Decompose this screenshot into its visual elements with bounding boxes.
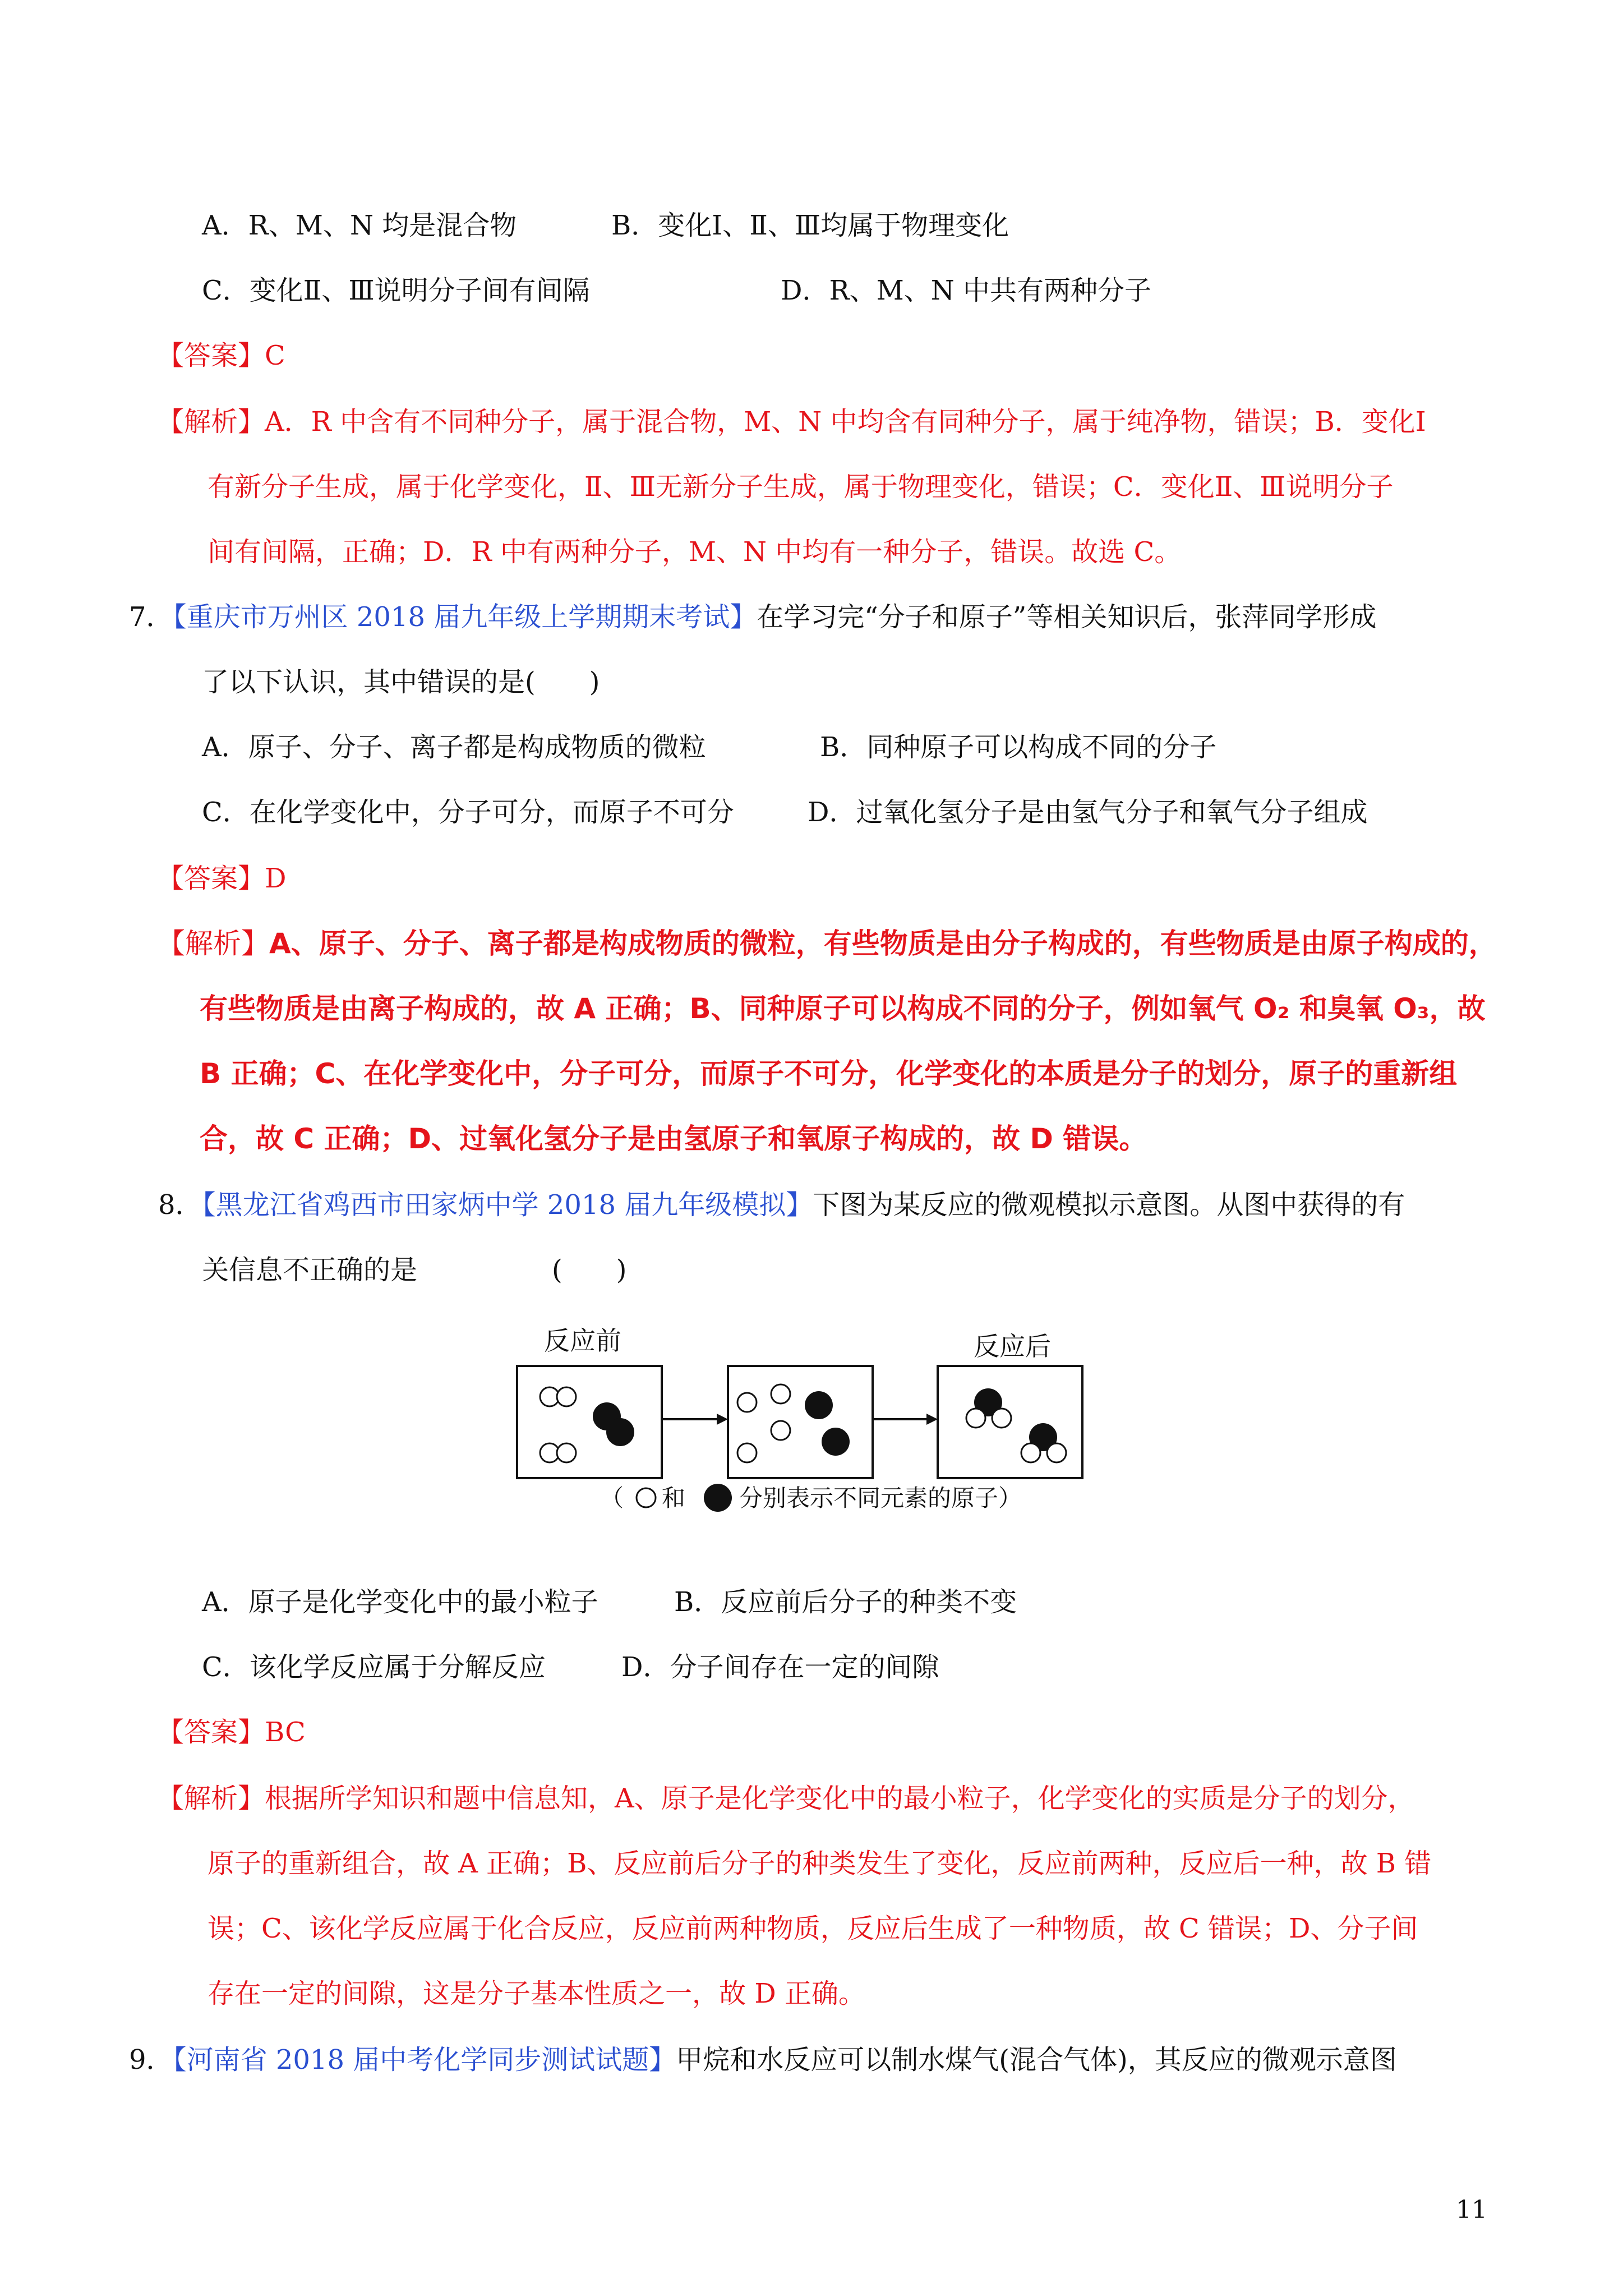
q7-analysis-line-2: 有些物质是由离子构成的，故 A 正确；B、同种原子可以构成不同的分子，例如氧气 O₂ 和臭氧 O₃，故: [200, 992, 1486, 1025]
q7-option-a: A．原子、分子、离子都是构成物质的微粒: [202, 731, 706, 763]
q6-option-b: B．变化Ⅰ、Ⅱ、Ⅲ均属于物理变化: [611, 210, 1009, 241]
q6-analysis-line-1: 【解析】A．R 中含有不同种分子，属于混合物，M、N 中均含有同种分子，属于纯净物，错误；B．变化Ⅰ: [157, 406, 1426, 438]
q6-option-d: D．R、M、N 中共有两种分子: [781, 275, 1152, 306]
q8-analysis-line-1: 【解析】根据所学知识和题中信息知，A、原子是化学变化中的最小粒子，化学变化的实质是分子的划分，: [157, 1783, 1415, 1814]
q8-stem-line-2: 关信息不正确的是 ( ): [202, 1254, 627, 1286]
page-number: 11: [1456, 2196, 1487, 2224]
q6-analysis-line-2: 有新分子生成，属于化学变化，Ⅱ、Ⅲ无新分子生成，属于物理变化，错误；C．变化Ⅱ、Ⅲ说明分子: [208, 471, 1394, 503]
q7-option-d: D．过氧化氢分子是由氢气分子和氧气分子组成: [808, 797, 1368, 828]
q7-answer: [157, 862, 287, 895]
caption-rest: 分别表示不同元素的原子）: [739, 1484, 1022, 1512]
q6-option-c: C．变化Ⅱ、Ⅲ说明分子间有间隔: [202, 275, 590, 306]
q8-analysis-line-3: 误；C、该化学反应属于化合反应，反应前两种物质，反应后生成了一种物质，故 C 错误；D、分子间: [208, 1913, 1418, 1944]
reaction-diagram: [505, 1313, 1116, 1537]
q7-option-c: C．在化学变化中，分子可分，而原子不可分: [202, 797, 734, 828]
answer-value: BC: [265, 1717, 306, 1748]
question-number: 9．: [129, 2044, 173, 2076]
question-source: 黑龙江省鸡西市田家炳中学 2018 届九年级模拟: [215, 1189, 786, 1221]
q7-option-b: B．同种原子可以构成不同的分子: [820, 731, 1217, 763]
q8-option-b: B．反应前后分子的种类不变: [674, 1586, 1017, 1618]
analysis-label: 【解析】: [157, 1783, 265, 1814]
molecule-black-pair: [593, 1402, 634, 1446]
free-black-atoms: [805, 1391, 850, 1456]
caption-open: （: [600, 1484, 624, 1512]
q9-stem-line-1: 9．【河南省 2018 届中考化学同步测试试题】甲烷和水反应可以制水煤气(混合气体)，其反应的微观示意图: [129, 2044, 1397, 2076]
q8-stem-line-1: 8．【黑龙江省鸡西市田家炳中学 2018 届九年级模拟】下图为某反应的微观模拟示意图。从图中获得的有: [158, 1189, 1405, 1221]
q7-analysis-line-1: 【解析】A、原子、分子、离子都是构成物质的微粒，有些物质是由分子构成的，有些物质是由原子构成的，: [157, 927, 1497, 960]
answer-label: 【答案】: [157, 340, 265, 371]
product-molecule: [1021, 1423, 1066, 1462]
caption-and: 和: [662, 1484, 686, 1512]
molecule-white-pair: [540, 1443, 576, 1462]
answer-value: D: [265, 863, 287, 894]
box-before: [517, 1366, 662, 1478]
product-molecule: [966, 1388, 1011, 1428]
label-after: 反应后: [974, 1331, 1051, 1361]
question-source: 河南省 2018 届中考化学同步测试试题: [186, 2044, 649, 2076]
q6-option-a: A．R、M、N 均是混合物: [202, 210, 517, 241]
q7-analysis-line-4: 合，故 C 正确；D、过氧化氢分子是由氢原子和氧原子构成的，故 D 错误。: [200, 1122, 1147, 1155]
molecule-white-pair: [540, 1387, 576, 1406]
q8-option-a: A．原子是化学变化中的最小粒子: [202, 1586, 598, 1618]
q8-answer: [157, 1715, 306, 1749]
q8-analysis-line-4: 存在一定的间隙，这是分子基本性质之一，故 D 正确。: [208, 1978, 866, 2009]
question-source: 重庆市万州区 2018 届九年级上学期期末考试: [186, 601, 730, 633]
q8-option-c: C．该化学反应属于分解反应: [202, 1651, 546, 1683]
arrow-head-icon: [926, 1414, 938, 1425]
analysis-label: 【解析】: [157, 927, 269, 960]
q6-analysis-line-3: 间有间隔，正确；D．R 中有两种分子，M、N 中均有一种分子，错误。故选 C。: [208, 536, 1182, 568]
q8-analysis-line-2: 原子的重新组合，故 A 正确；B、反应前后分子的种类发生了变化，反应前两种，反应后一种，故 B 错: [208, 1848, 1432, 1879]
q7-stem-line-2: 了以下认识，其中错误的是( ): [202, 666, 600, 698]
question-number: 7．: [129, 601, 173, 633]
arrow-head-icon: [717, 1414, 728, 1425]
q7-stem-line-1: 7．【重庆市万州区 2018 届九年级上学期期末考试】在学习完“分子和原子”等相关知识后，张萍同学形成: [129, 601, 1377, 633]
free-white-atoms: [737, 1384, 790, 1462]
analysis-label: 【解析】: [157, 406, 265, 438]
label-before: 反应前: [544, 1326, 621, 1356]
q7-analysis-line-3: B 正确；C、在化学变化中，分子可分，而原子不可分，化学变化的本质是分子的划分，原子的重新组: [200, 1057, 1458, 1090]
answer-value: C: [265, 340, 285, 371]
answer-label: 【答案】: [157, 863, 265, 894]
answer-label: 【答案】: [157, 1717, 265, 1748]
q8-option-d: D．分子间存在一定的间隙: [621, 1651, 939, 1683]
legend-black-atom-icon: [704, 1484, 732, 1512]
q6-answer: [157, 339, 285, 372]
question-number: 8．: [158, 1189, 202, 1221]
legend-white-atom-icon: [637, 1488, 656, 1507]
